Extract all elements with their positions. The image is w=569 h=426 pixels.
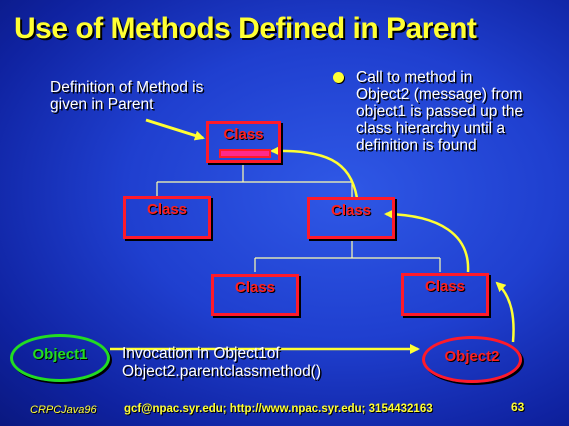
- curve-arrow-object2-to-class: [497, 283, 514, 342]
- curve-arrow-lowerright-to-middle: [386, 214, 468, 272]
- method-definition-bar: [219, 149, 271, 158]
- left-class-box: [123, 196, 211, 239]
- root-class-box: [206, 121, 281, 163]
- invocation-line-1: Invocation in Object1of: [122, 345, 280, 362]
- invocation-note: [122, 345, 321, 381]
- footer-course-label: CRPCJava96: [30, 404, 97, 416]
- call-note: [356, 69, 569, 154]
- call-note-line-1: Call to method in: [356, 69, 473, 86]
- definition-pointer-arrow: [146, 120, 203, 138]
- footer-contact: gcf@npac.syr.edu; http://www.npac.syr.edu; 3154432163: [124, 403, 433, 415]
- curve-arrow-middle-to-root: [272, 151, 357, 198]
- object1-ellipse: [10, 334, 110, 382]
- invocation-line-2: Object2.parentclassmethod(): [122, 363, 322, 380]
- definition-note: [50, 79, 203, 113]
- page-number: 63: [511, 400, 525, 414]
- object2-label: Object2: [444, 348, 500, 365]
- slide-title: Use of Methods Defined in Parent: [14, 12, 477, 45]
- object2-ellipse: [422, 336, 522, 383]
- middle-class-label: Class: [330, 202, 372, 219]
- tree-lines-top: [157, 162, 352, 197]
- call-note-line-2: Object2 (message) from: [356, 86, 523, 103]
- call-note-line-5: definition is found: [356, 137, 477, 154]
- left-class-label: Class: [146, 201, 188, 218]
- lower-left-class-label: Class: [234, 279, 276, 296]
- lower-left-class-box: [211, 274, 299, 316]
- definition-note-line-2: given in Parent: [50, 96, 154, 113]
- root-class-label: Class: [223, 126, 264, 143]
- lower-right-class-label: Class: [424, 278, 466, 295]
- bullet-icon: [333, 72, 344, 83]
- tree-lines-bottom: [255, 238, 440, 272]
- lower-right-class-box: [401, 273, 489, 316]
- definition-note-line-1: Definition of Method is: [50, 79, 204, 96]
- middle-class-box: [307, 197, 395, 239]
- object1-label: Object1: [32, 346, 88, 363]
- call-note-line-4: class hierarchy until a: [356, 120, 506, 137]
- call-note-line-3: object1 is passed up the: [356, 103, 524, 120]
